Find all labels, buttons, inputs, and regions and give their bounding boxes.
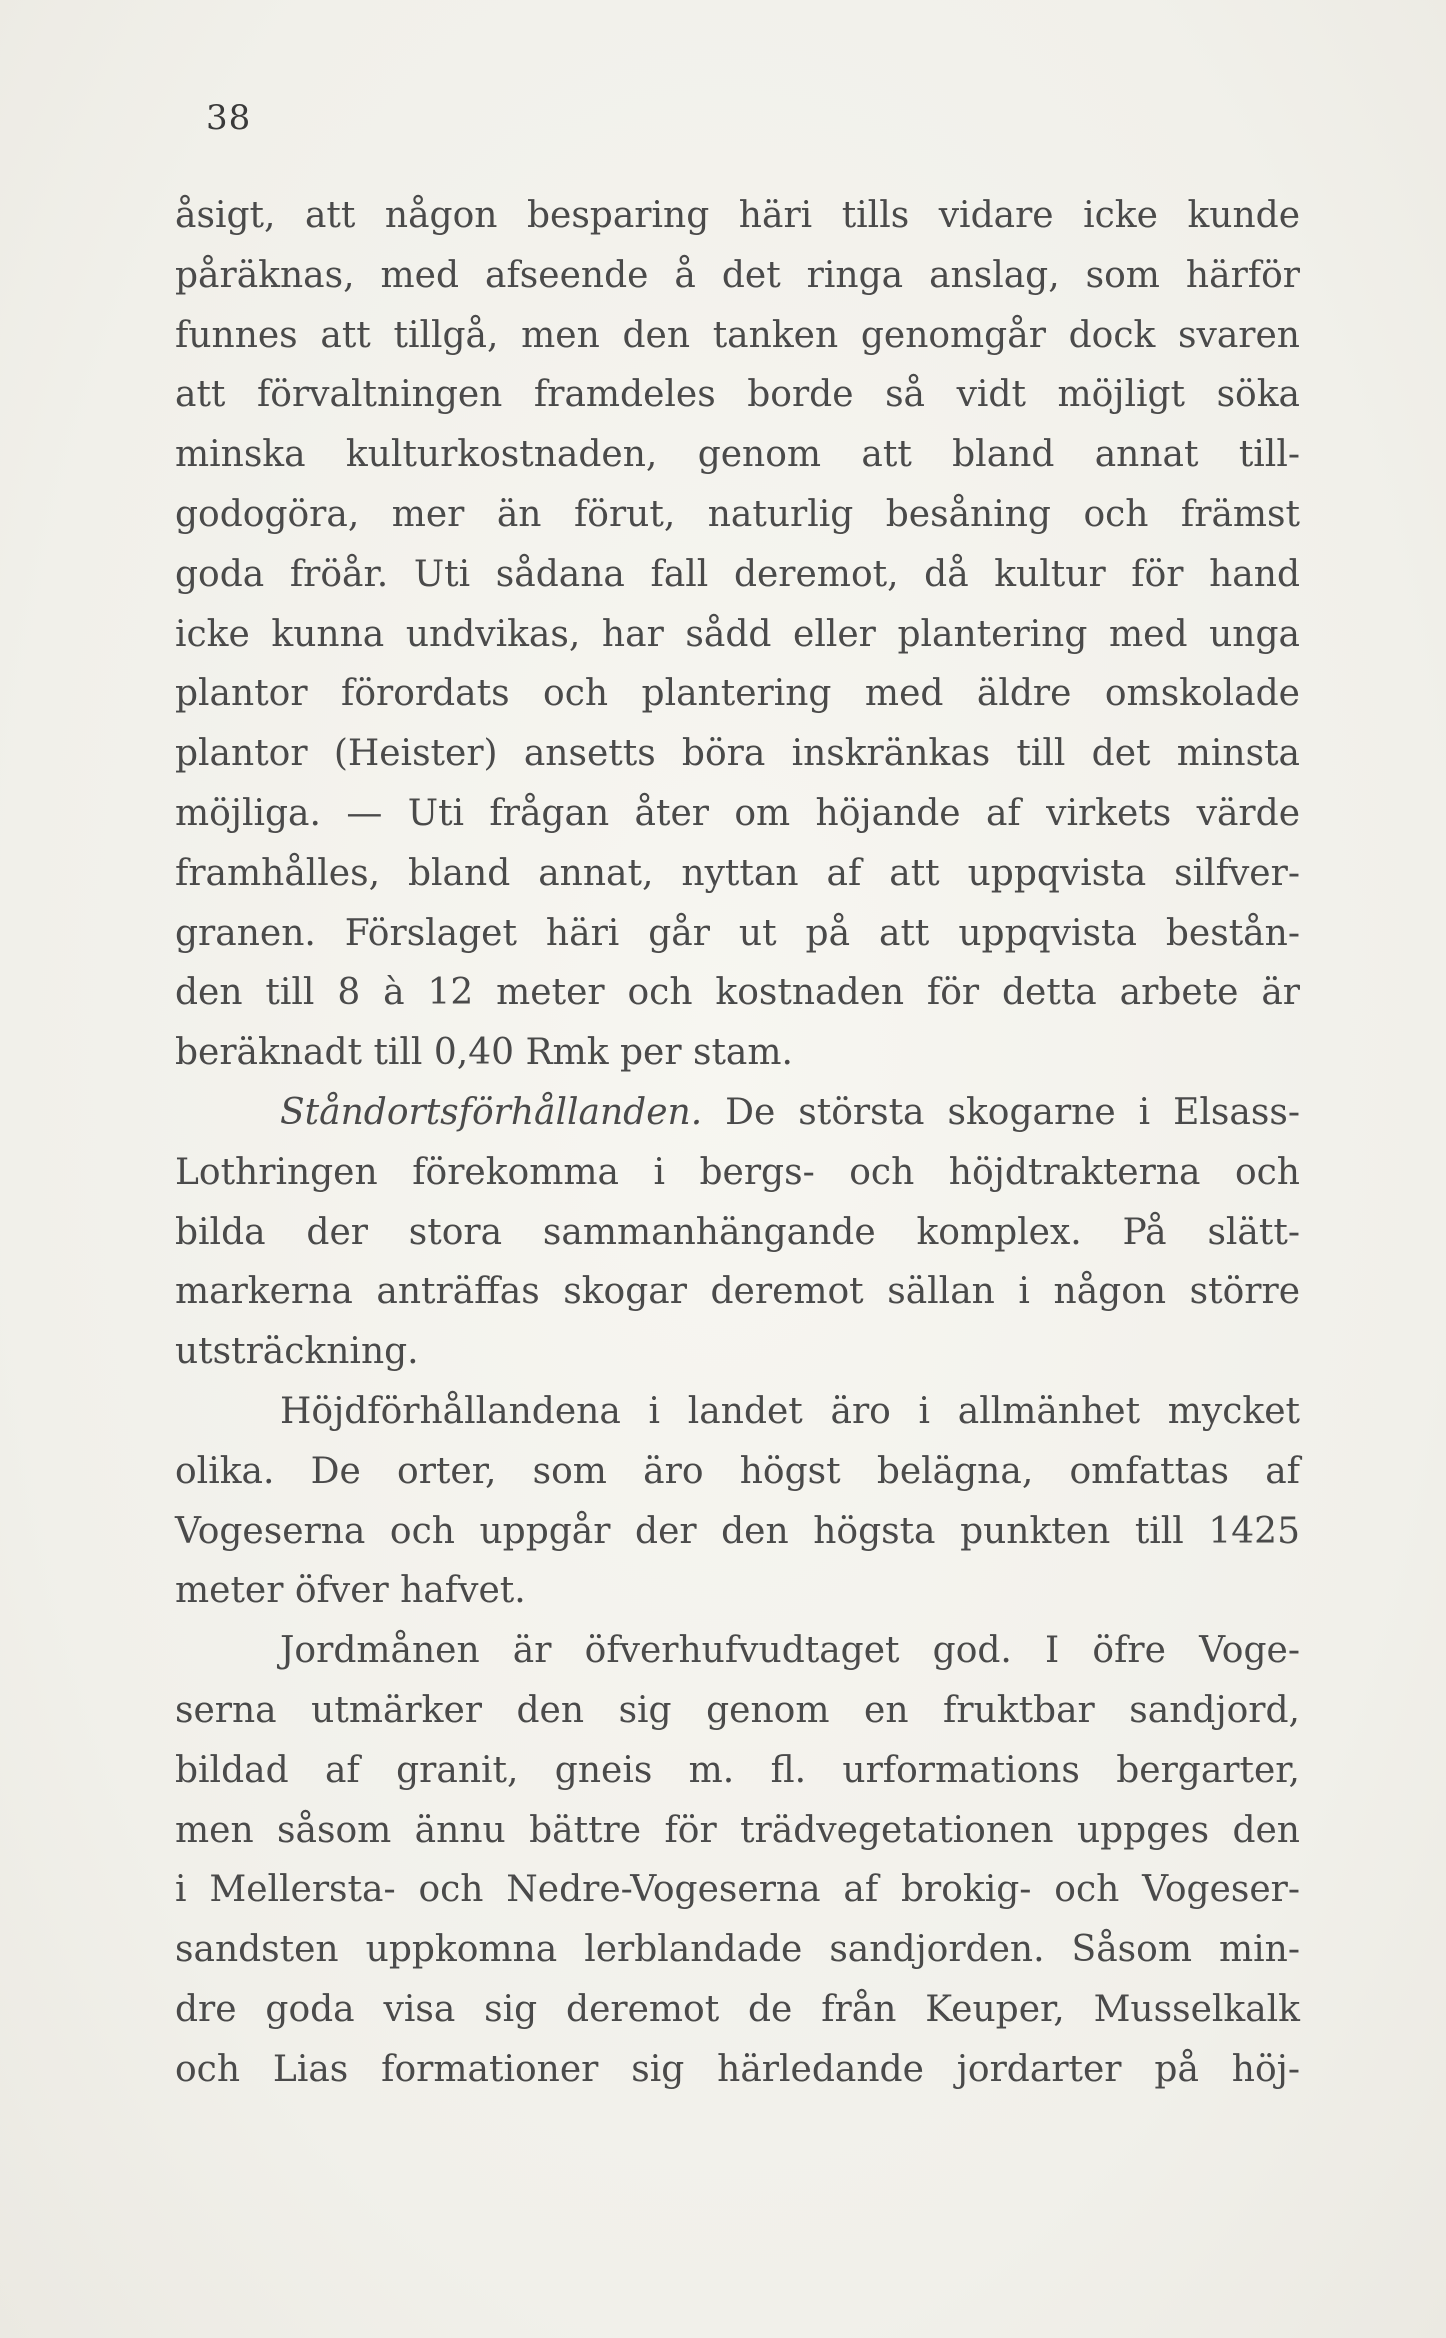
- section-first-line: [175, 1083, 1300, 1143]
- text-line: minska kulturkostnaden, genom att bland annat till-: [175, 434, 1300, 476]
- page-number: 38: [206, 98, 252, 138]
- text-line: men såsom ännu bättre för trädvegetationen uppges den: [175, 1809, 1300, 1851]
- text-line: sandsten uppkomna lerblandade sandjorden. Såsom min-: [175, 1929, 1300, 1971]
- text-line: icke kunna undvikas, har sådd eller plantering med unga: [175, 613, 1300, 655]
- text-line: plantor förordats och plantering med äldre omskolade: [175, 673, 1300, 715]
- text-line: dre goda visa sig deremot de från Keuper, Musselkalk: [175, 1988, 1300, 2030]
- text-line: möjliga. — Uti frågan åter om höjande af virkets värde: [175, 792, 1300, 834]
- text-line: meter öfver hafvet.: [175, 1570, 526, 1612]
- text-line: olika. De orter, som äro högst belägna, omfattas af: [175, 1450, 1300, 1492]
- text-line: beräknadt till 0,40 Rmk per stam.: [175, 1032, 793, 1074]
- text-line: den till 8 à 12 meter och kostnaden för detta arbete är: [175, 972, 1300, 1014]
- text-line: i Mellersta- och Nedre-Vogeserna af brokig- och Vogeser-: [175, 1869, 1300, 1911]
- text-line: Vogeserna och uppgår der den högsta punkten till 1425: [175, 1510, 1300, 1552]
- text-line: granen. Förslaget häri går ut på att uppqvista bestån-: [175, 912, 1300, 954]
- text-line: bilda der stora sammanhängande komplex. På slätt-: [175, 1211, 1300, 1253]
- body-text: [175, 186, 1300, 2100]
- text-line: funnes att tillgå, men den tanken genomgår dock svaren: [175, 314, 1300, 356]
- text-line: påräknas, med afseende å det ringa anslag, som härför: [175, 254, 1300, 296]
- section-heading: Ståndortsförhållanden.: [280, 1091, 703, 1133]
- text-line: Lothringen förekomma i bergs- och höjdtrakterna och: [175, 1151, 1300, 1193]
- text-line: godogöra, mer än förut, naturlig besåning och främst: [175, 493, 1300, 535]
- text-line: och Lias formationer sig härledande jordarter på höj-: [175, 2048, 1300, 2090]
- section-first-line-rest: De största skogarne i Elsass-: [725, 1091, 1300, 1133]
- text-line: att förvaltningen framdeles borde så vidt möjligt söka: [175, 374, 1300, 416]
- text-line: Jordmånen är öfverhufvudtaget god. I öfre Voge-: [280, 1630, 1300, 1672]
- text-line: goda fröår. Uti sådana fall deremot, då kultur för hand: [175, 553, 1300, 595]
- text-line: Höjdförhållandena i landet äro i allmänhet mycket: [280, 1390, 1300, 1432]
- text-line: utsträckning.: [175, 1331, 419, 1373]
- text-line: serna utmärker den sig genom en fruktbar sandjord,: [175, 1689, 1300, 1731]
- text-line: bildad af granit, gneis m. fl. urformations bergarter,: [175, 1749, 1300, 1791]
- text-line: markerna anträffas skogar deremot sällan i någon större: [175, 1271, 1300, 1313]
- text-line: plantor (Heister) ansetts böra inskränkas till det minsta: [175, 733, 1300, 775]
- text-line: framhålles, bland annat, nyttan af att uppqvista silfver-: [175, 852, 1300, 894]
- text-line: åsigt, att någon besparing häri tills vidare icke kunde: [175, 195, 1300, 236]
